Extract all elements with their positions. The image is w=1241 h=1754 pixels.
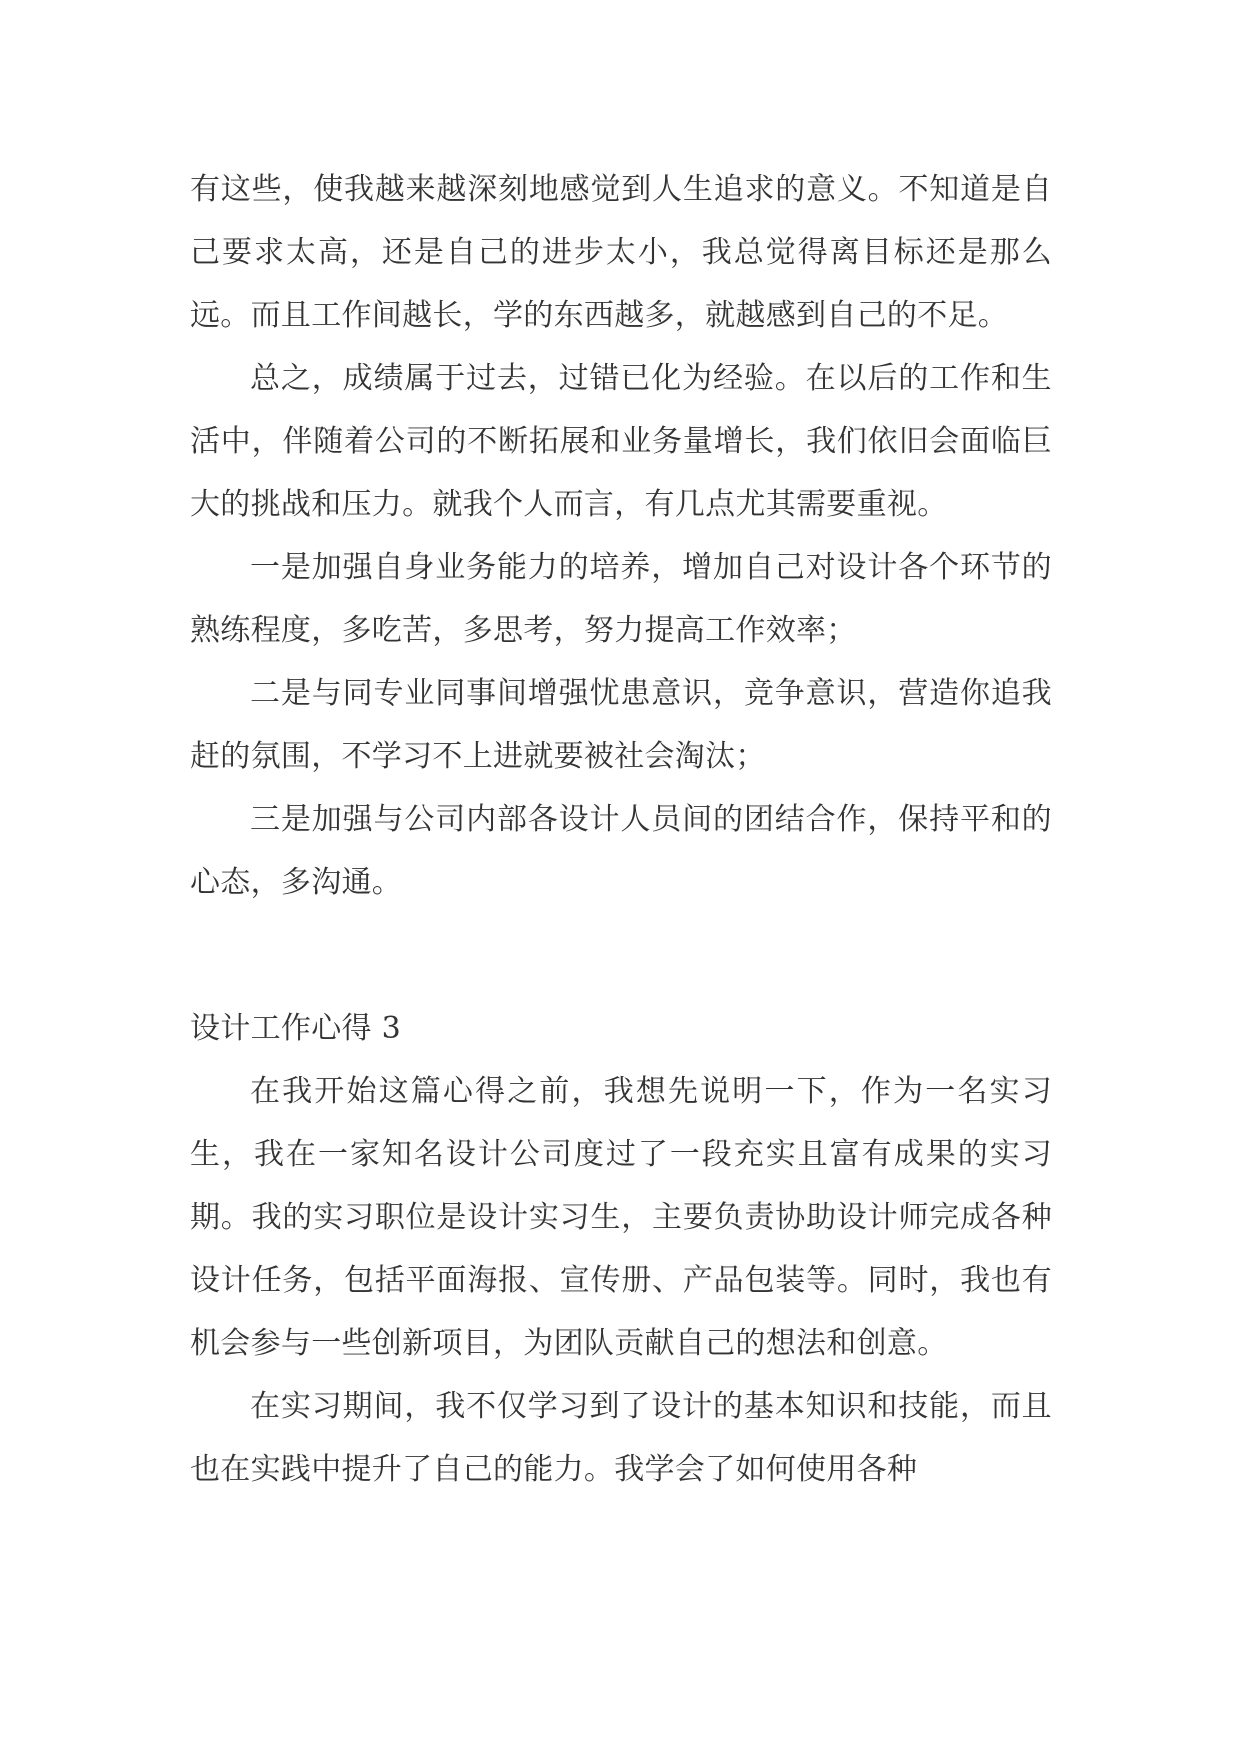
paragraph-continuation: 有这些，使我越来越深刻地感觉到人生追求的意义。不知道是自己要求太高，还是自己的进步太小，我总觉得离目标还是那么远。而且工作间越长，学的东西越多，就越感到自己的不足。 [190, 172, 1052, 333]
paragraph-internship-learning: 在实习期间，我不仅学习到了设计的基本知识和技能，而且也在实践中提升了自己的能力。我学会了如何使用各种 [190, 1389, 1052, 1487]
paragraph-point-one: 一是加强自身业务能力的培养，增加自己对设计各个环节的熟练程度，多吃苦，多思考，努力提高工作效率； [190, 550, 1052, 648]
paragraph-summary: 总之，成绩属于过去，过错已化为经验。在以后的工作和生活中，伴随着公司的不断拓展和业务量增长，我们依旧会面临巨大的挑战和压力。就我个人而言，有几点尤其需要重视。 [190, 361, 1052, 522]
paragraph-internship-intro: 在我开始这篇心得之前，我想先说明一下，作为一名实习生，我在一家知名设计公司度过了一段充实且富有成果的实习期。我的实习职位是设计实习生，主要负责协助设计师完成各种设计任务，包括平面海报、宣传册、产品包装等。同时，我也有机会参与一些创新项目，为团队贡献自己的想法和创意。 [190, 1074, 1052, 1361]
section-heading: 设计工作心得 3 [190, 1011, 402, 1046]
document-body [190, 158, 1052, 1501]
paragraph-point-three: 三是加强与公司内部各设计人员间的团结合作，保持平和的心态，多沟通。 [190, 802, 1052, 900]
paragraph-point-two: 二是与同专业同事间增强忧患意识，竞争意识，营造你追我赶的氛围，不学习不上进就要被社会淘汰； [190, 676, 1052, 774]
